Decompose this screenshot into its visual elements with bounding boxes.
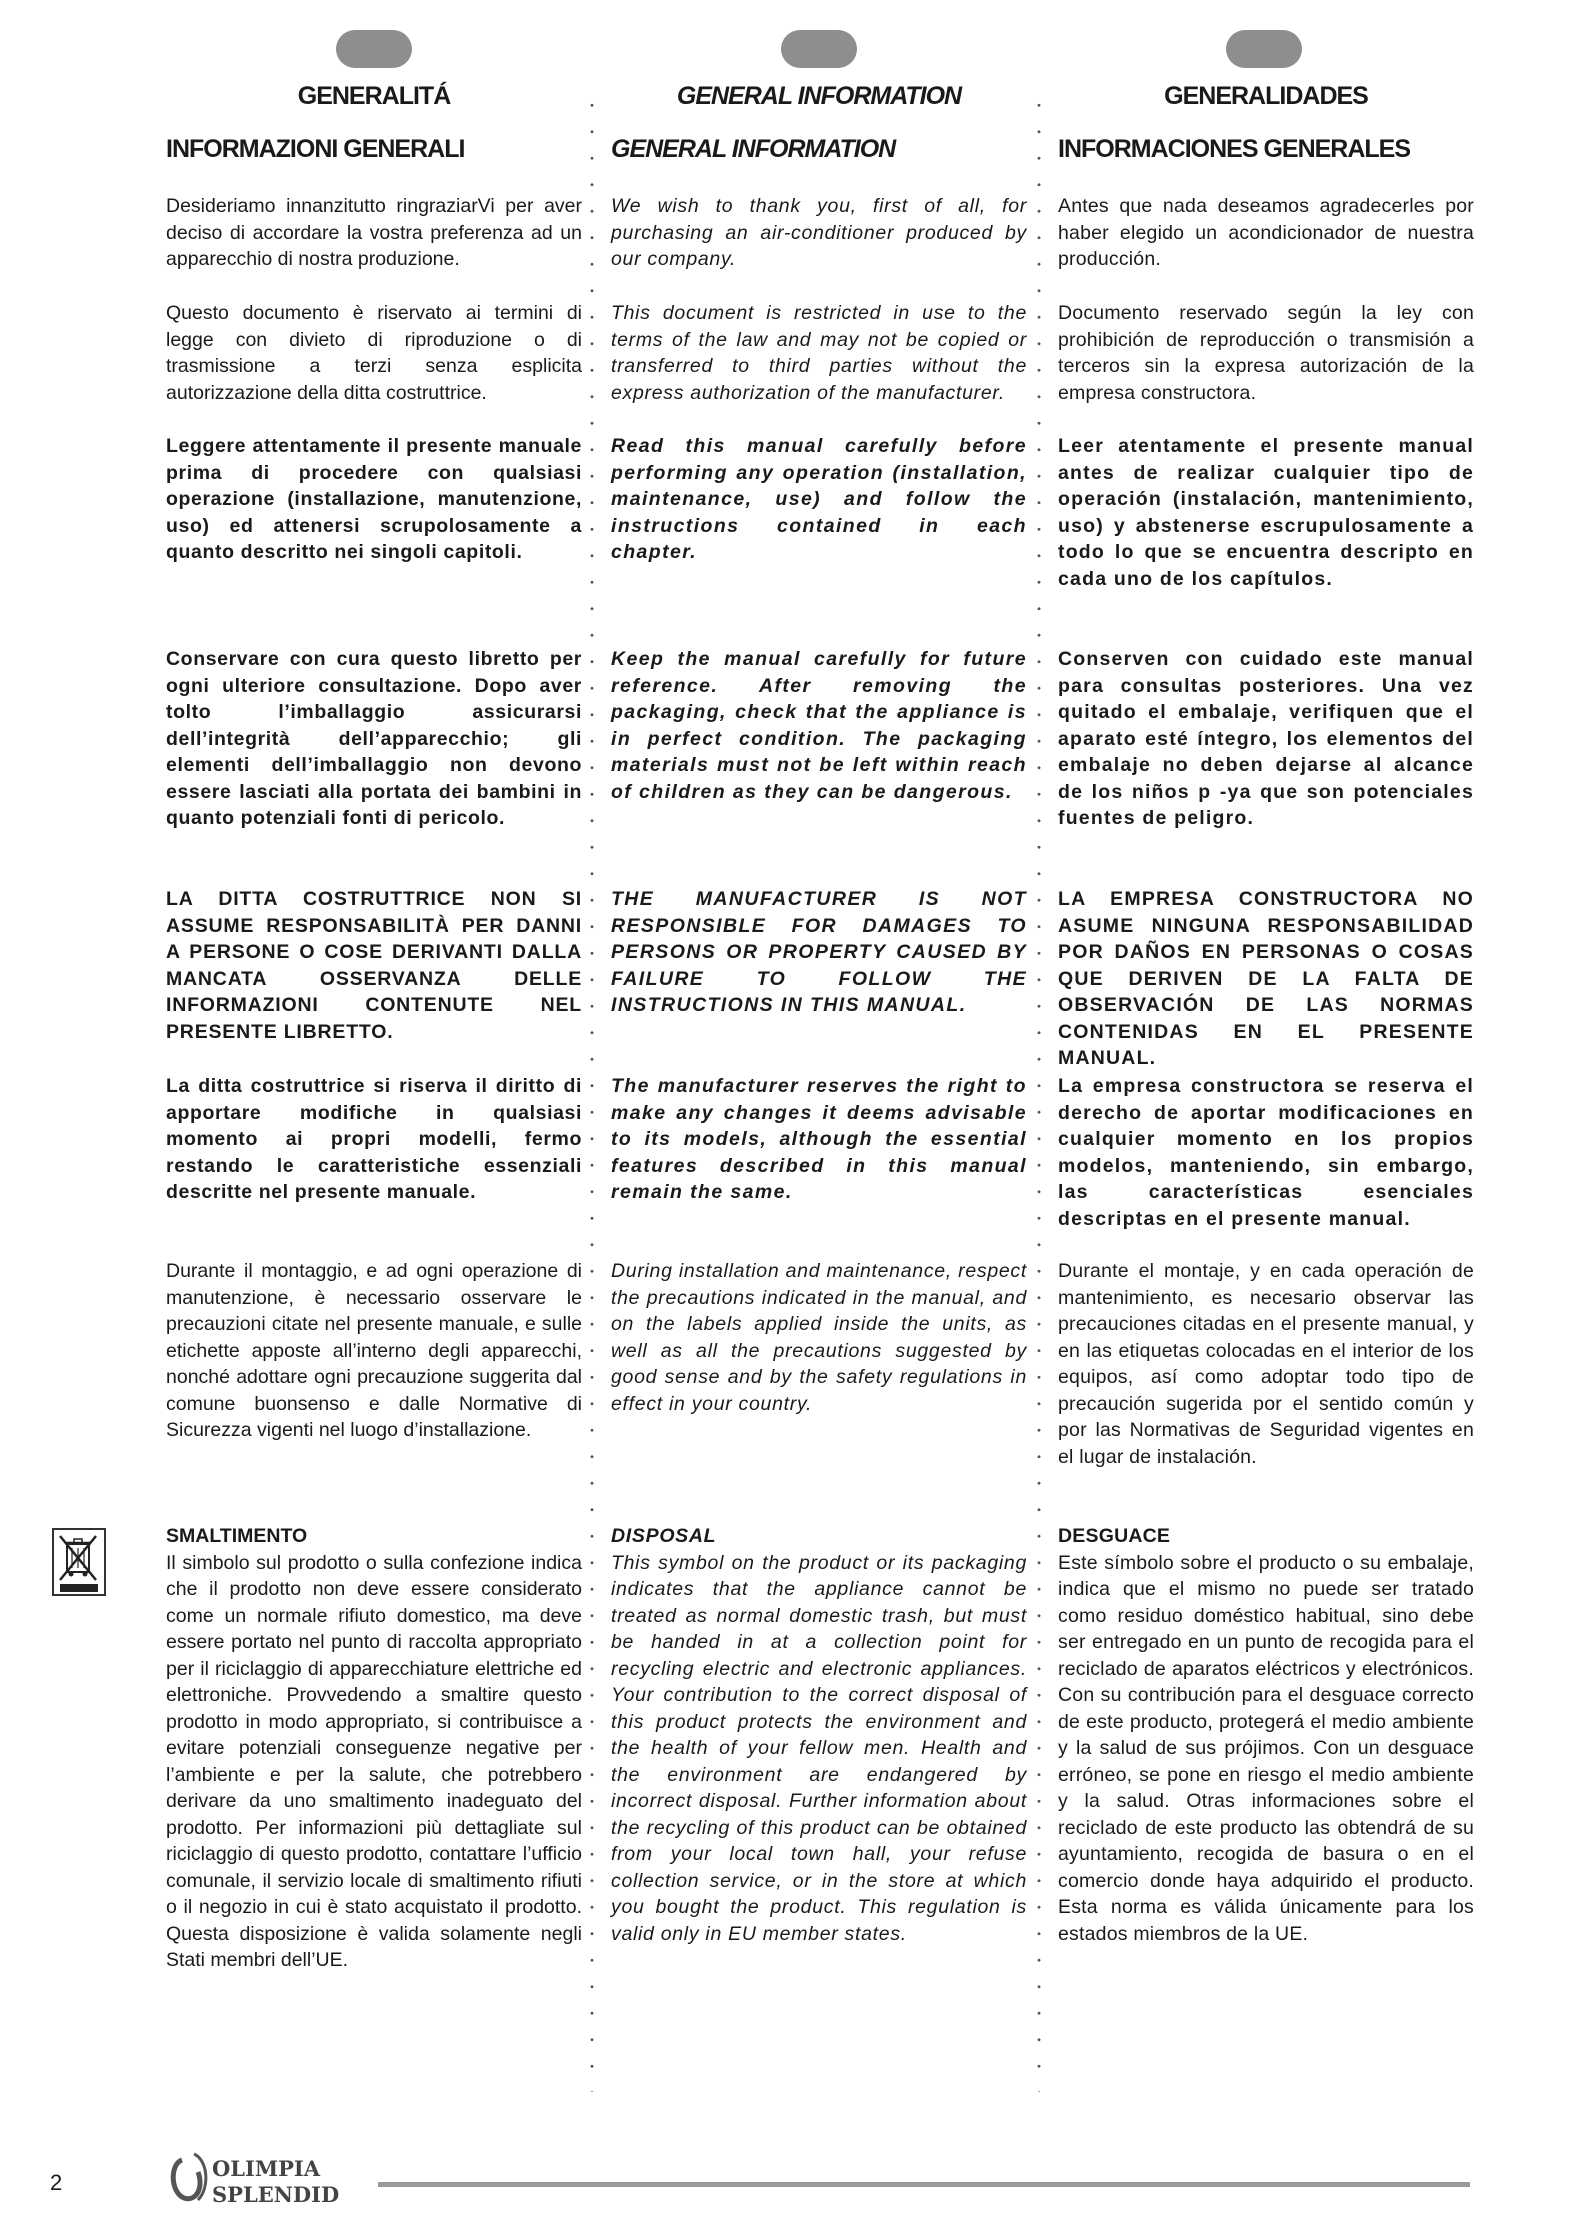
section-marker-it (336, 30, 412, 68)
paragraph-liability: LA EMPRESA CONSTRUCTORA NO ASUME NINGUNA RESPONSABILIDAD POR DAÑOS EN PERSONAS O COSAS QUE DERIVEN DE LA FALTA DE OBSERVACIÓN DE LAS NORMAS CONTENIDAS EN EL PRESENTE MANUAL. (1058, 888, 1474, 1069)
section-marker-es (1226, 30, 1302, 68)
paragraph-read-manual: Read this manual carefully before performing any operation (installation, maintenance, use) and follow the instructions contained in each chapter. (611, 435, 1027, 563)
disposal-heading: DESGUACE (1058, 1525, 1171, 1547)
section-marker-en (781, 30, 857, 68)
olimpia-splendid-logo (168, 2148, 378, 2210)
paragraph-read-manual: Leer atentamente el presente manual antes de realizar cualquier tipo de operación (instalación, mantenimiento, uso) y abstenerse escrupulosamente a todo lo que se encuentra descripto en cada uno de los capítulos. (1058, 435, 1474, 590)
paragraph-liability: LA DITTA COSTRUTTRICE NON SI ASSUME RESPONSABILITÀ PER DANNI A PERSONE O COSE DERIVANTI DALLA MANCATA OSSERVANZA DELLE INFORMAZIONI CONTENUTE NEL PRESENTE LIBRETTO. (166, 888, 582, 1043)
paragraph-thanks: Antes que nada deseamos agradecerles por haber elegido un acondicionador de nuestra producción. (1058, 195, 1474, 270)
paragraph-precautions: Durante il montaggio, e ad ogni operazione di manutenzione, è necessario osservare le precauzioni citate nel presente manuale, e sulle etichette apposte all’interno degli apparecchi, nonché adottare ogni precauzione suggerita dal comune buonsenso e dalle Normative di Sicurezza vigenti nel luogo d’installazione. (166, 1260, 582, 1441)
section-subtitle: INFORMACIONES GENERALES (1058, 135, 1411, 163)
paragraph-copyright: Questo documento è riservato ai termini di legge con divieto di riproduzione o di trasmissione a terzi senza esplicita autorizzazione della ditta costruttrice. (166, 302, 582, 404)
paragraph-copyright: Documento reservado según la ley con prohibición de reproducción o transmisión a terceros sin la expresa autorización de la empresa constructora. (1058, 302, 1474, 404)
paragraph-keep-manual: Conservare con cura questo libretto per ogni ulteriore consultazione. Dopo aver tolto l’imballaggio assicurarsi dell’integrità dell’apparecchio; gli elementi dell’imballaggio non devono essere lasciati alla portata dei bambini in quanto potenziali fonti di pericolo. (166, 648, 582, 829)
disposal-block (1058, 1523, 1474, 1947)
logo-text-line2: SPLENDID (212, 2182, 340, 2207)
column-separator (590, 92, 594, 2092)
paragraph-liability: THE MANUFACTURER IS NOT RESPONSIBLE FOR DAMAGES TO PERSONS OR PROPERTY CAUSED BY FAILURE TO FOLLOW THE INSTRUCTIONS IN THIS MANUAL. (611, 888, 1027, 1016)
footer-rule (378, 2182, 1470, 2187)
disposal-text: This symbol on the product or its packaging indicates that the appliance cannot be treated as normal domestic trash, but must be handed in at a collection point for recycling electric and electronic appliances. Your contribution to the correct disposal of this product protects the environment and the health of your fellow men. Health and the environment are endangered by incorrect disposal. Further information about the recycling of this product can be obtained from your local town hall, your refuse collection service, or in the store at which you bought the product. This regulation is valid only in EU member states. (611, 1551, 1027, 1945)
section-title: GENERALITÁ (297, 82, 451, 110)
paragraph-modifications: La empresa constructora se reserva el derecho de aportar modificaciones en cualquier momento en los propios modelos, manteniendo, sin embargo, las características esenciales descriptas en el presente manual. (1058, 1075, 1474, 1230)
paragraph-read-manual: Leggere attentamente il presente manuale prima di procedere con qualsiasi operazione (installazione, manutenzione, uso) ed attenersi scrupolosamente a quanto descritto nei singoli capitoli. (166, 435, 582, 563)
paragraph-thanks: We wish to thank you, first of all, for purchasing an air-conditioner produced by our company. (611, 195, 1027, 270)
disposal-text: Il simbolo sul prodotto o sulla confezione indica che il prodotto non deve essere considerato come un normale rifiuto domestico, ma deve essere portato nel punto di raccolta appropriato per il riciclaggio di apparecchiature elettriche ed elettroniche. Provvedendo a smaltire questo prodotto in modo appropriato, si contribuisce a evitare potenziali conseguenze negative per l’ambiente e per la salute, che potrebbero derivare da uno smaltimento inadeguato del prodotto. Per informazioni più dettagliate sul riciclaggio di questo prodotto, contattare l’ufficio comunale, il servizio locale di smaltimento rifiuti o il negozio in cui è stato acquistato il prodotto. Questa disposizione è valida solamente negli Stati membri dell’UE. (166, 1551, 582, 1971)
paragraph-keep-manual: Keep the manual carefully for future reference. After removing the packaging, check that the appliance is in perfect condition. The packaging materials must not be left within reach of children as they can be dangerous. (611, 648, 1027, 803)
paragraph-modifications: The manufacturer reserves the right to make any changes it deems advisable to its models, although the essential features described in this manual remain the same. (611, 1075, 1027, 1203)
disposal-heading: SMALTIMENTO (166, 1525, 308, 1547)
paragraph-modifications: La ditta costruttrice si riserva il diritto di apportare modifiche in qualsiasi momento ai propri modelli, fermo restando le caratteristiche essenziali descritte nel presente manuale. (166, 1075, 582, 1203)
disposal-text: Este símbolo sobre el producto o su embalaje, indica que el mismo no puede ser tratado como residuo doméstico habitual, sino debe ser entregado en un punto de recogida para el reciclado de aparatos eléctricos y electrónicos. Con su contribución para el desguace correcto de este producto, protegerá el medio ambiente y la salud de sus prójimos. Con un desguace erróneo, se pone en riesgo el medio ambiente y la salud. Otras informaciones sobre el reciclado de este producto las obtendrá de su ayuntamiento, recogida de basura o en el comercio donde haya adquirido el producto. Esta norma es válida únicamente para los estados miembros de la UE. (1058, 1551, 1474, 1945)
paragraph-precautions: During installation and maintenance, respect the precautions indicated in the manual, and on the labels applied inside the units, as well as all the precautions suggested by good sense and by the safety regulations in effect in your country. (611, 1260, 1027, 1415)
page-number: 2 (50, 2170, 63, 2195)
paragraph-precautions: Durante el montaje, y en cada operación de mantenimiento, es necesario observar las precauciones citadas en el presente manual, y en las etiquetas colocadas en el interior de los equipos, así como adoptar todo tipo de precaución sugerida por el sentido común y por las Normativas de Seguridad vigentes en el lugar de instalación. (1058, 1260, 1474, 1468)
column-separator (1037, 92, 1041, 2092)
section-title: GENERALIDADES (1164, 82, 1368, 110)
weee-crossed-bin-icon (52, 1528, 106, 1596)
disposal-block (166, 1523, 582, 1974)
section-title: GENERAL INFORMATION (676, 82, 962, 110)
paragraph-copyright: This document is restricted in use to the terms of the law and may not be copied or transferred to third parties without the express authorization of the manufacturer. (611, 302, 1027, 404)
logo-text-line1: OLIMPIA (212, 2156, 321, 2181)
section-subtitle: GENERAL INFORMATION (611, 135, 896, 163)
paragraph-keep-manual: Conserven con cuidado este manual para consultas posteriores. Una vez quitado el embalaje, verifiquen que el aparato esté íntegro, los elementos del embalaje no deben dejarse al alcance de los niños p -ya que son potenciales fuentes de peligro. (1058, 648, 1474, 829)
section-subtitle: INFORMAZIONI GENERALI (166, 135, 465, 163)
paragraph-thanks: Desideriamo innanzitutto ringraziarVi per aver deciso di accordare la vostra preferenza ad un apparecchio di nostra produzione. (166, 195, 582, 270)
disposal-block (611, 1523, 1027, 1947)
disposal-heading: DISPOSAL (611, 1525, 717, 1547)
